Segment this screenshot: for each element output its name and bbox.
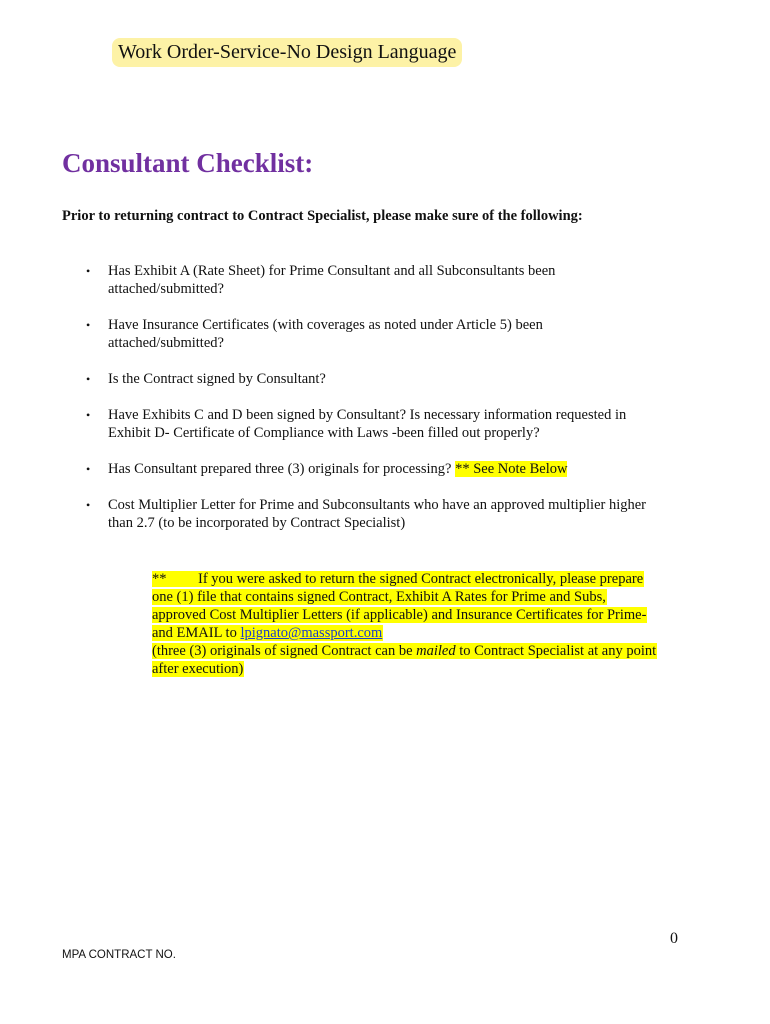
checklist-item-text: Is the Contract signed by Consultant? xyxy=(108,371,326,387)
page-number: 0 xyxy=(670,930,678,947)
electronic-return-note xyxy=(152,570,700,678)
checklist-item-contract-signed xyxy=(86,370,708,388)
email-link[interactable]: lpignato@massport.com xyxy=(240,625,383,641)
checklist-item-exhibit-a xyxy=(86,262,708,298)
note-asterisks: ** xyxy=(152,571,167,587)
note-text: one (1) file that contains signed Contract, Exhibit A Rates for Prime and Subs, xyxy=(152,589,606,605)
document-type-tag: Work Order-Service-No Design Language xyxy=(112,38,462,67)
bullet-icon: • xyxy=(86,318,91,332)
checklist-intro: Prior to returning contract to Contract Specialist, please make sure of the following: xyxy=(62,208,583,224)
consultant-checklist xyxy=(86,262,708,550)
checklist-item-text: attached/submitted? xyxy=(108,335,224,351)
checklist-item-text: Has Consultant prepared three (3) originals for processing? xyxy=(108,461,456,477)
bullet-icon: • xyxy=(86,408,91,422)
see-note-highlight: ** See Note Below xyxy=(455,461,568,477)
checklist-item-text: Exhibit D- Certificate of Compliance with Laws -been filled out properly? xyxy=(108,425,540,441)
bullet-icon: • xyxy=(86,264,91,278)
note-text: If you were asked to return the signed Contract electronically, please prepare xyxy=(198,571,644,587)
note-text: (three (3) originals of signed Contract can be xyxy=(152,643,417,659)
footer-contract-number: MPA CONTRACT NO. xyxy=(62,949,176,961)
checklist-item-insurance xyxy=(86,316,708,352)
bullet-icon: • xyxy=(86,462,91,476)
bullet-icon: • xyxy=(86,498,91,512)
note-text: approved Cost Multiplier Letters (if applicable) and Insurance Certificates for Prime- xyxy=(152,607,647,623)
checklist-item-text: Has Exhibit A (Rate Sheet) for Prime Consultant and all Subconsultants been xyxy=(108,263,556,279)
checklist-item-originals xyxy=(86,460,708,478)
checklist-item-text: attached/submitted? xyxy=(108,281,224,297)
note-emphasis: mailed xyxy=(416,643,456,659)
checklist-item-exhibits-c-d xyxy=(86,406,708,442)
note-text: to Contract Specialist at any point xyxy=(455,643,657,659)
checklist-item-cost-multiplier xyxy=(86,496,708,532)
note-text: after execution) xyxy=(152,661,244,677)
checklist-item-text: than 2.7 (to be incorporated by Contract Specialist) xyxy=(108,515,406,531)
note-text: and EMAIL to xyxy=(152,625,241,641)
checklist-item-text: Have Insurance Certificates (with coverages as noted under Article 5) been xyxy=(108,317,543,333)
checklist-item-text: Cost Multiplier Letter for Prime and Subconsultants who have an approved multiplier higher xyxy=(108,497,647,513)
bullet-icon: • xyxy=(86,372,91,386)
checklist-item-text: Have Exhibits C and D been signed by Consultant? Is necessary information requested in xyxy=(108,407,627,423)
page-title: Consultant Checklist: xyxy=(62,148,314,178)
